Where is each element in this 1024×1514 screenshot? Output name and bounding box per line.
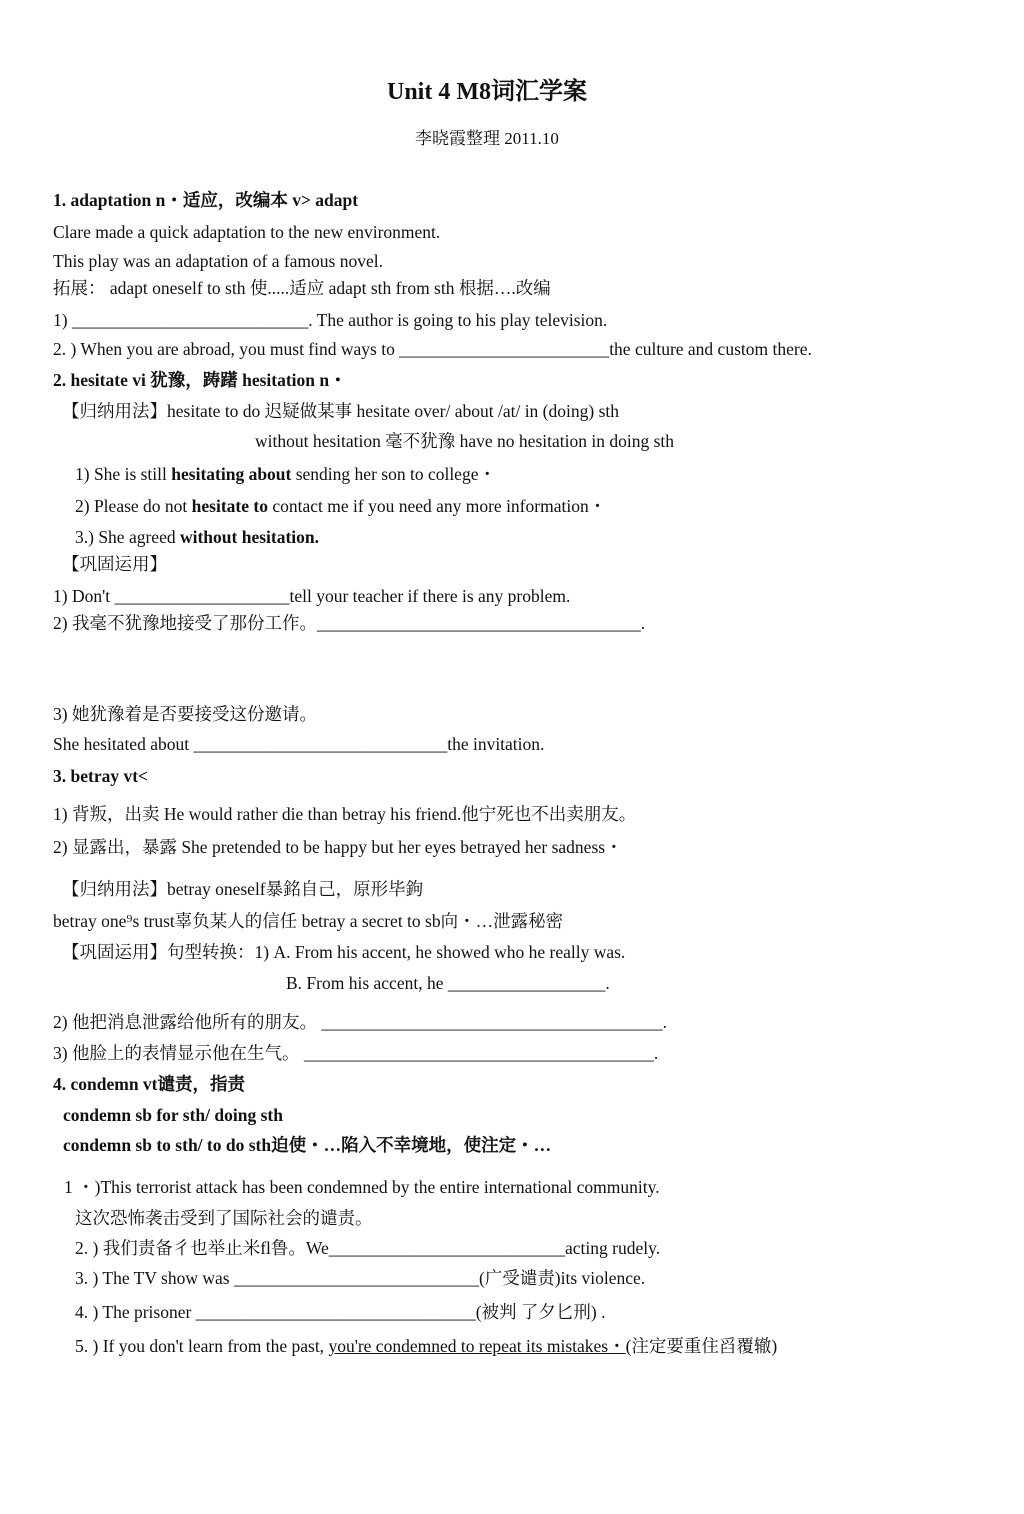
exercise-line: She hesitated about _____________________________the invitation. [53, 734, 545, 754]
exercise-line: 1) Don't ____________________tell your teacher if there is any problem. [53, 586, 571, 606]
example-keyword: hesitating about [171, 464, 292, 484]
usage-line: without hesitation 毫不犹豫 have no hesitation in doing sth [255, 431, 674, 451]
section-1-heading: 1. adaptation n・适应，改编本 v> adapt [53, 190, 359, 210]
exercise-line: 2. ) When you are abroad, you must find ways to ________________________the culture and custom there. [53, 339, 812, 359]
exercise-line: 2) 他把消息泄露给他所有的朋友。 _______________________________________. [53, 1012, 667, 1032]
usage-line: condemn sb to sth/ to do sth迫使・…陷入不幸境地，使注定・… [63, 1135, 552, 1155]
exercise-line: 1) ___________________________. The author is going to his play television. [53, 310, 608, 330]
exercise-line: 【巩固运用】句型转换：1) A. From his accent, he showed who he really was. [62, 942, 626, 962]
text-line: This play was an adaptation of a famous novel. [53, 251, 383, 271]
example-translation: 这次恐怖袭击受到了国际社会的谴责。 [75, 1208, 373, 1228]
exercise-line: 2. ) 我们责备彳也举止米fl鲁。We___________________________acting rudely. [75, 1238, 661, 1258]
text-line: 1) 背叛，出卖 He would rather die than betray his friend.他宁死也不出卖朋友。 [53, 804, 637, 824]
example-line [75, 495, 606, 517]
exercise-line: 3) 她犹豫着是否要接受这份邀请。 [53, 704, 317, 724]
text-line: 拓展： adapt oneself to sth 使.....适应 adapt sth from sth 根据….改编 [53, 278, 551, 298]
example-keyword: hesitate to [191, 496, 268, 516]
usage-line: betray one⁹s trust辜负某人的信任 betray a secret to sb向・…泄露秘密 [53, 911, 564, 931]
example-text: 2) Please do not [75, 496, 192, 516]
exercise-line: B. From his accent, he __________________. [286, 973, 610, 993]
section-3-heading: 3. betray vt< [53, 766, 149, 786]
exercise-line: 2) 我毫不犹豫地接受了那份工作。_____________________________________. [53, 613, 646, 633]
underlined-phrase: you're condemned to repeat its mistakes・ [328, 1336, 626, 1356]
text-line: Clare made a quick adaptation to the new environment. [53, 222, 441, 242]
exercise-line: 4. ) The prisoner ________________________________(被判 了夕匕刑) . [75, 1302, 606, 1322]
document-title: Unit 4 M8词汇学案 [387, 79, 587, 105]
example-line [75, 526, 319, 548]
section-2-heading: 2. hesitate vi 犹豫，踌躇 hesitation n・ [53, 370, 347, 390]
exercise-text: (注定要重住舀覆辙) [625, 1336, 778, 1356]
document-subtitle: 李晓霞整理 2011.10 [415, 129, 559, 148]
text-line: 2) 显露出，暴露 She pretended to be happy but her eyes betrayed her sadness・ [53, 837, 623, 857]
example-line [75, 463, 496, 485]
example-line: 1 ・)This terrorist attack has been condemned by the entire international community. [64, 1177, 660, 1197]
practice-heading: 【巩固运用】 [62, 554, 167, 574]
usage-line: condemn sb for sth/ doing sth [63, 1105, 283, 1125]
example-keyword: without hesitation. [179, 527, 320, 547]
example-text: 3.) She agreed [75, 527, 180, 547]
example-text: sending her son to college・ [291, 464, 496, 484]
exercise-text: 5. ) If you don't learn from the past, [75, 1336, 329, 1356]
usage-line: 【归纳用法】betray oneself暴銘自己，原形毕鉤 [62, 879, 424, 899]
exercise-line: 3) 他脸上的表情显示他在生气。 ________________________________________. [53, 1043, 659, 1063]
example-text: 1) She is still [75, 464, 172, 484]
exercise-line [75, 1335, 777, 1357]
example-text: contact me if you need any more information・ [267, 496, 607, 516]
section-4-heading: 4. condemn vt谴责，指责 [53, 1074, 246, 1094]
exercise-line: 3. ) The TV show was ____________________________(广受谴责)its violence. [75, 1268, 646, 1288]
usage-line: 【归纳用法】hesitate to do 迟疑做某事 hesitate over/ about /at/ in (doing) sth [62, 401, 619, 421]
